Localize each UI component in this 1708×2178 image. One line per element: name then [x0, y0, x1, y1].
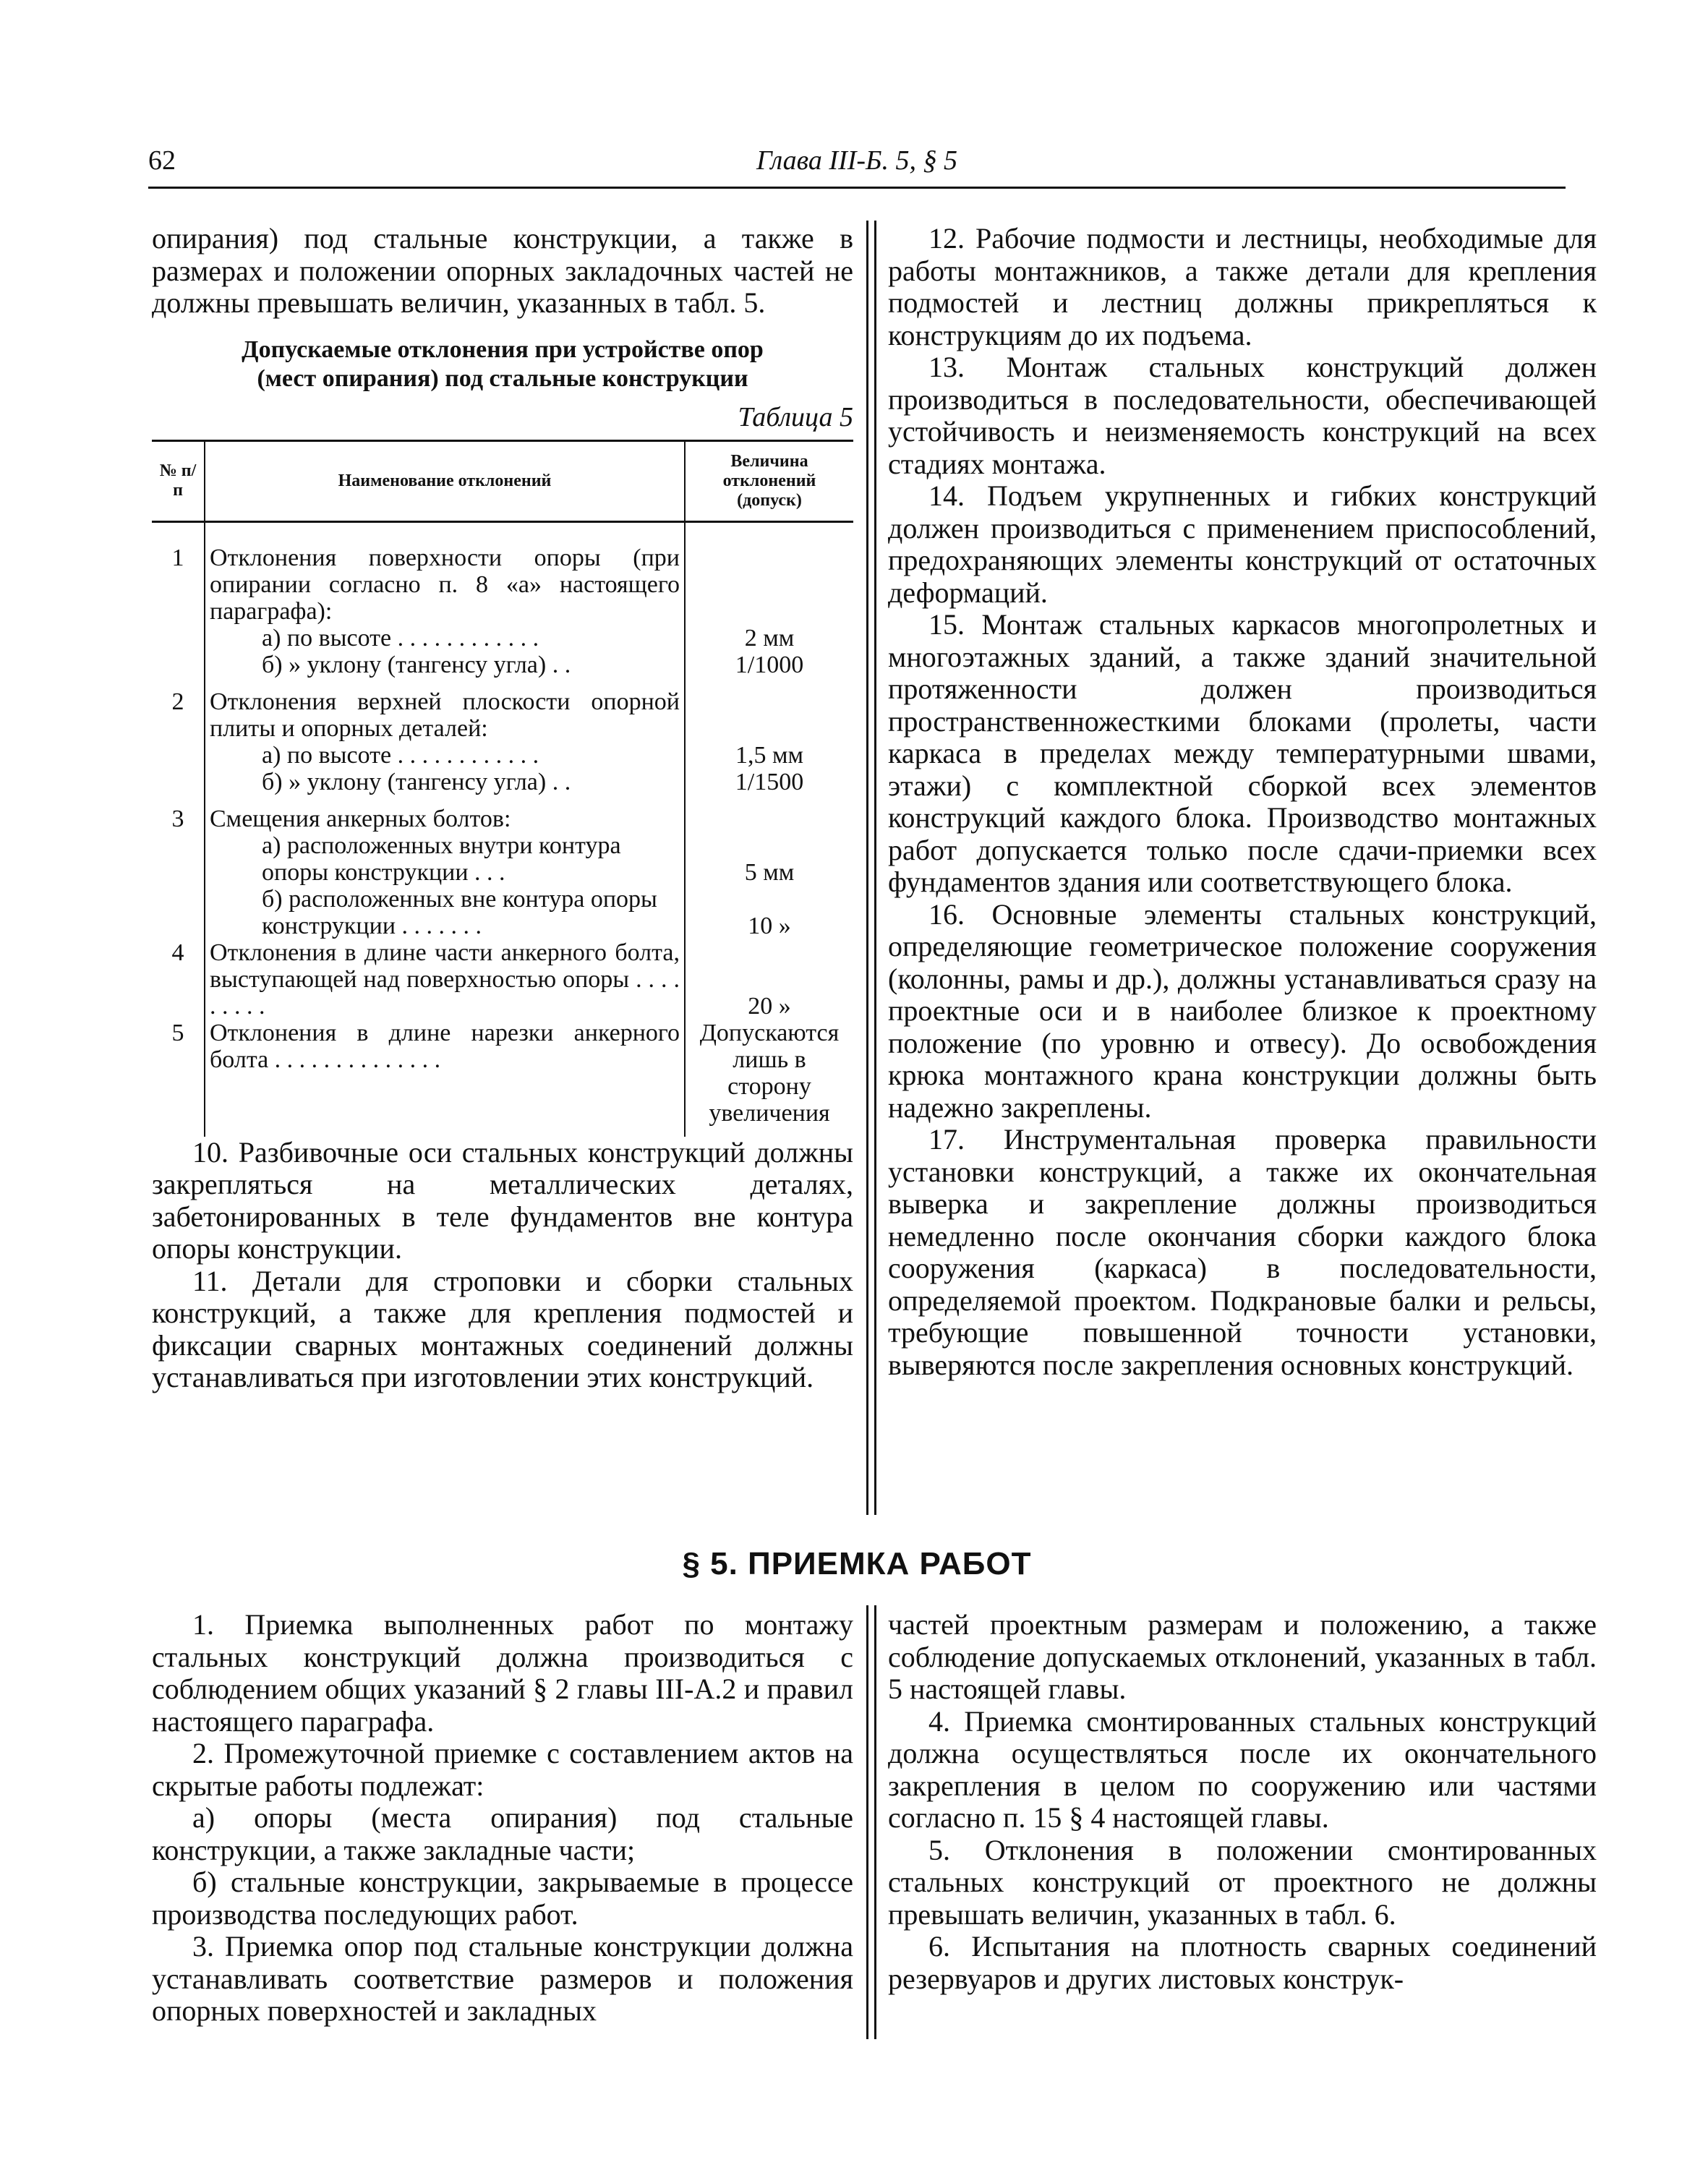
row-number: 3 — [152, 795, 205, 939]
table-row — [152, 939, 853, 1020]
table-caption-line: Допускаемые отклонения при устройстве опор — [242, 336, 764, 363]
header-rule — [148, 187, 1566, 189]
paragraph-2b: б) стальные конструкции, закрываемые в процессе производства последующих работ. — [152, 1866, 853, 1931]
value: 5 мм — [744, 858, 795, 886]
row-title: Смещения анкерных болтов: — [210, 805, 511, 832]
row-value — [685, 939, 853, 1020]
left-column-bottom — [152, 1609, 853, 2028]
row-value — [685, 795, 853, 939]
sub-label: а) по высоте . . . . . . . . . . . . — [262, 624, 539, 652]
value: 1,5 мм — [735, 741, 804, 769]
column-divider-bottom — [866, 1605, 876, 2039]
paragraph-14: 14. Подъем укрупненных и гибких конструкций должен производиться с применением приспособлений, предохраняющих элементы конструкций от остаточных деформаций. — [888, 479, 1597, 609]
paragraph-6: 6. Испытания на плотность сварных соединений резервуаров и других листовых конструк- — [888, 1930, 1597, 1995]
table-caption-line: (мест опирания) под стальные конструкции — [257, 364, 748, 392]
value: 1/1000 — [735, 651, 804, 678]
sub-label: б) » уклону (тангенсу угла) . . — [262, 651, 571, 678]
header-name: Наименование отклонений — [205, 440, 685, 521]
row-number: 2 — [152, 678, 205, 795]
paragraph-10: 10. Разбивочные оси стальных конструкций должны закрепляться на металлических деталях, забетонированных в теле фундаментов вне контура опоры конструкции. — [152, 1135, 853, 1265]
row-name — [205, 521, 685, 678]
paragraph-13: 13. Монтаж стальных конструкций должен производиться в последовательности, обеспечивающей устойчивость и неизменяемость конструкций на всех стадиях монтажа. — [888, 351, 1597, 480]
page-header — [148, 145, 1566, 188]
paragraph-16: 16. Основные элементы стальных конструкций, определяющие геометрическое положение сооружения (колонны, рамы и др.), должны устанавливаться сразу на проектные оси и в наиболее близкое к проектному положение (по уровню и отвесу). До освобождения крюка монтажного крана конструкции должны быть надежно закреплены. — [888, 897, 1597, 1124]
page-number: 62 — [148, 145, 176, 176]
table-header-row — [152, 440, 853, 521]
sub-label: б) расположенных вне контура опоры конструкции . . . . . . . — [262, 885, 657, 939]
table-row — [152, 521, 853, 678]
row-value — [685, 521, 853, 678]
table-label: Таблица 5 — [738, 401, 853, 432]
continuation-paragraph: опирания) под стальные конструкции, а также в размерах и положении опорных закладочных частей не должны превышать величин, указанных в табл. 5. — [152, 222, 853, 319]
sub-item — [210, 625, 680, 652]
paragraph-4: 4. Приемка смонтированных стальных конструкций должна осуществляться после их окончательного закрепления в целом по сооружению или частями согласно п. 15 § 4 настоящей главы. — [888, 1704, 1597, 1834]
row-number: 4 — [152, 939, 205, 1020]
table-row — [152, 795, 853, 939]
table-row — [152, 1020, 853, 1137]
paragraph-2a: а) опоры (места опирания) под стальные конструкции, а также закладные части; — [152, 1801, 853, 1866]
value: 2 мм — [744, 624, 795, 652]
header-value: Величина отклонений (допуск) — [685, 440, 853, 521]
table-row — [152, 678, 853, 795]
sub-item — [210, 769, 680, 795]
sub-label: а) расположенных внутри контура опоры конструкции . . . — [262, 832, 621, 886]
right-column-top — [888, 223, 1597, 1381]
section-title: § 5. ПРИЕМКА РАБОТ — [682, 1546, 1032, 1581]
paragraph-1: 1. Приемка выполненных работ по монтажу стальных конструкций должна производиться с соблюдением общих указаний § 2 главы III-А.2 и правил настоящего параграфа. — [152, 1608, 853, 1738]
paragraph-2: 2. Промежуточной приемке с составлением актов на скрытые работы подлежат: — [152, 1737, 853, 1802]
row-name — [205, 678, 685, 795]
right-column-bottom — [888, 1609, 1597, 1995]
paragraph-3: 3. Приемка опор под стальные конструкции должна устанавливать соответствие размеров и положения опорных поверхностей и закладных — [152, 1930, 853, 2027]
row-title: Отклонения поверхности опоры (при опирании согласно п. 8 «а» настоящего параграфа): — [210, 544, 680, 625]
column-divider-top — [866, 221, 876, 1515]
row-name: Отклонения в длине нарезки анкерного болта . . . . . . . . . . . . . . — [210, 1019, 680, 1073]
paragraph-15: 15. Монтаж стальных каркасов многопролетных и многоэтажных зданий, а также зданий значительной протяженности должен производиться пространственножесткими блоками (пролеты, части каркаса в пределах между температурными швами, этажи) с комплектной сборкой всех элементов конструкций каждого блока. Производство монтажных работ допускается только после сдачи-приемки всех фундаментов здания или соответствующего блока. — [888, 608, 1597, 898]
sub-item — [210, 832, 680, 886]
value: 10 » — [748, 912, 791, 939]
paragraph-5: 5. Отклонения в положении смонтированных стальных конструкций от проектного не должны превышать величин, указанных в табл. 6. — [888, 1833, 1597, 1931]
row-number: 5 — [152, 1020, 205, 1137]
row-name — [205, 795, 685, 939]
sub-label: б) » уклону (тангенсу угла) . . — [262, 768, 571, 795]
left-column-top — [152, 223, 853, 1394]
sub-item — [210, 886, 680, 939]
row-value: Допускаются лишь в сторону увеличения — [685, 1020, 853, 1137]
sub-label: а) по высоте . . . . . . . . . . . . — [262, 741, 539, 769]
row-title: Отклонения верхней плоскости опорной плиты и опорных деталей: — [210, 688, 680, 742]
value: 1/1500 — [735, 768, 804, 795]
continuation-paragraph: частей проектным размерам и положению, а также соблюдение допускаемых отклонений, указанных в табл. 5 настоящей главы. — [888, 1608, 1597, 1705]
sub-item — [210, 742, 680, 769]
paragraph-11: 11. Детали для строповки и сборки стальных конструкций, а также для крепления подмостей и фиксации сварных монтажных соединений должны устанавливаться при изготовлении этих конструкций. — [152, 1264, 853, 1393]
row-number: 1 — [152, 521, 205, 678]
tolerance-table — [152, 440, 853, 1137]
paragraph-12: 12. Рабочие подмости и лестницы, необходимые для работы монтажников, а также детали для крепления подмостей и лестниц должны прикрепляться к конструкциям до их подъема. — [888, 222, 1597, 351]
paragraph-17: 17. Инструментальная проверка правильности установки конструкций, а также их окончательная выверка и закрепление должны производиться немедленно после окончания сборки каждого блока сооружения (каркаса) в последовательности, определяемой проектом. Подкрановые балки и рельсы, требующие повышенной точности установки, выверяются после закрепления основных конструкций. — [888, 1123, 1597, 1381]
row-value — [685, 678, 853, 795]
header-num: № п/п — [152, 440, 205, 521]
row-name: Отклонения в длине части анкерного болта, выступающей над поверхностью опоры . . . . . . . . . — [210, 939, 680, 1020]
table-caption — [152, 336, 853, 393]
running-title: Глава III-Б. 5, § 5 — [756, 145, 957, 176]
value: 20 » — [748, 992, 791, 1020]
sub-item — [210, 652, 680, 678]
